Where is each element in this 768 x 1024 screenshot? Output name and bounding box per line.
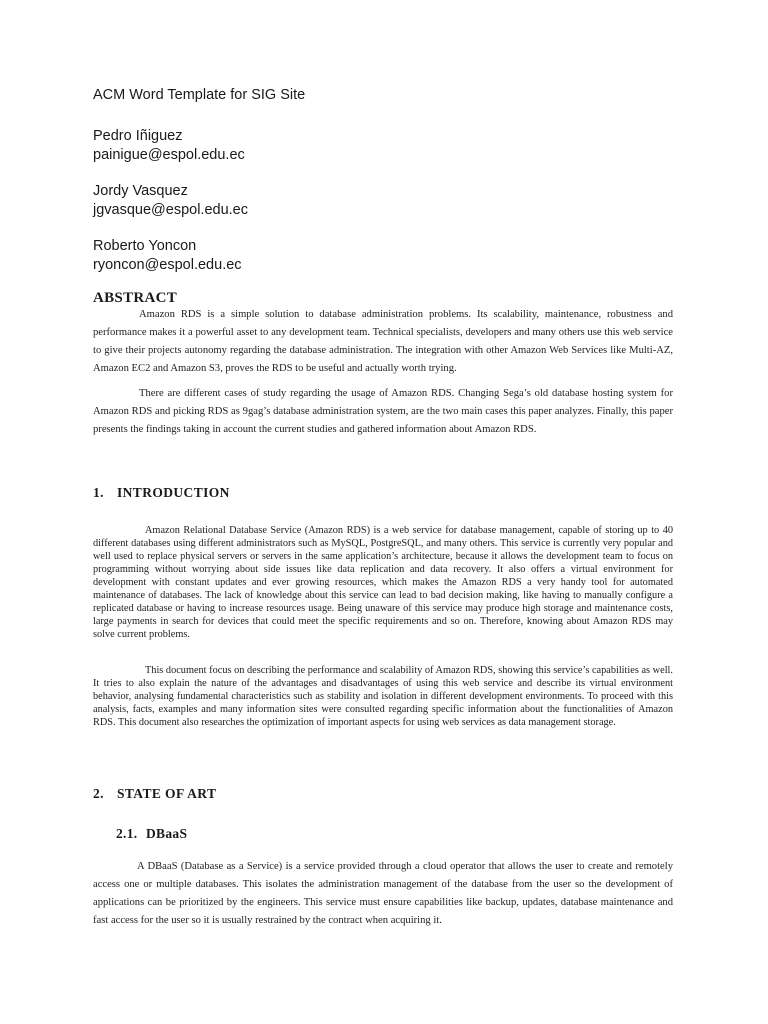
author-email: jgvasque@espol.edu.ec: [93, 202, 248, 218]
author-name: Roberto Yoncon: [93, 238, 197, 254]
author-email: ryoncon@espol.edu.ec: [93, 257, 242, 273]
section-heading: [93, 786, 216, 802]
body-paragraph: A DBaaS (Database as a Service) is a service provided through a cloud operator that allows the user to create and remotely access one or multiple databases. This isolates the administration management of the database from the user so the development of applications can be prioritized by the engineers. This service must ensure capabilities like backup, updates, database maintenance and fast access for the user so it is usually restrained by the contract when acquiring it.: [93, 861, 673, 926]
abstract-heading: ABSTRACT: [93, 290, 178, 306]
section-title: STATE OF ART: [117, 786, 217, 801]
author-email: painigue@espol.edu.ec: [93, 147, 245, 163]
section-title: INTRODUCTION: [117, 485, 230, 500]
subsection-number: 2.1.: [116, 826, 138, 841]
abstract-paragraph: There are different cases of study regarding the usage of Amazon RDS. Changing Sega’s old database hosting system for Amazon RDS and picking RDS as 9gag’s database administration system, are the two main cases this paper analyzes. Finally, this paper presents the findings taking in account the current studies and gathered information about Amazon RDS.: [93, 388, 673, 435]
paper-title: ACM Word Template for SIG Site: [93, 87, 306, 103]
author-name: Jordy Vasquez: [93, 183, 188, 199]
author-block: [93, 182, 248, 220]
section-number: 1.: [93, 485, 104, 500]
subsection-heading: [116, 826, 187, 842]
author-block: [93, 127, 245, 165]
section-heading: [93, 485, 230, 501]
author-name: Pedro Iñiguez: [93, 128, 183, 144]
abstract-paragraph: Amazon RDS is a simple solution to database administration problems. Its scalability, maintenance, robustness and performance makes it a powerful asset to any development team. Technical specialists, developers and many others use this web service to give their projects autonomy regarding the database administration. The integration with other Amazon Web Services like Multi-AZ, Amazon EC2 and Amazon S3, proves the RDS to be useful and actually worth trying.: [93, 309, 673, 374]
section-number: 2.: [93, 786, 104, 801]
subsection-title: DBaaS: [146, 826, 188, 841]
author-block: [93, 237, 242, 275]
body-paragraph: This document focus on describing the performance and scalability of Amazon RDS, showing this service’s capabilities as well. It tries to also explain the nature of the advantages and disadvantages of using this web service and describe its virtual environment behavior, analysing fundamental characteristics such as stability and isolation in different development environments. To proceed with this analysis, facts, examples and many information sites were consulted regarding specific information about the functionalities of Amazon RDS. This document also researches the optimization of important aspects for using web services as data management storage.: [93, 665, 673, 728]
body-paragraph: Amazon Relational Database Service (Amazon RDS) is a web service for database management, capable of storing up to 40 different databases using different administrators such as MySQL, PostgreSQL, and many others. This service is currently very popular and well used to replace physical servers or servers in the same application’s architecture, because it allows the development team to focus on programming without worrying about side issues like data replication and data recovery. It also offers a virtual environment for development with constant updates and ever growing resources, which makes the Amazon RDS a very handy tool for automated maintenance of databases. The lack of knowledge about this service can lead to bad decision making, like having to manually configure a replicated database or having to increase resources usage. Being unaware of this service may produce high storage and maintenance costs, large payments in search for devices that could meet the specific requirements and so on. Therefore, knowing about Amazon RDS may solve current problems.: [93, 525, 673, 640]
